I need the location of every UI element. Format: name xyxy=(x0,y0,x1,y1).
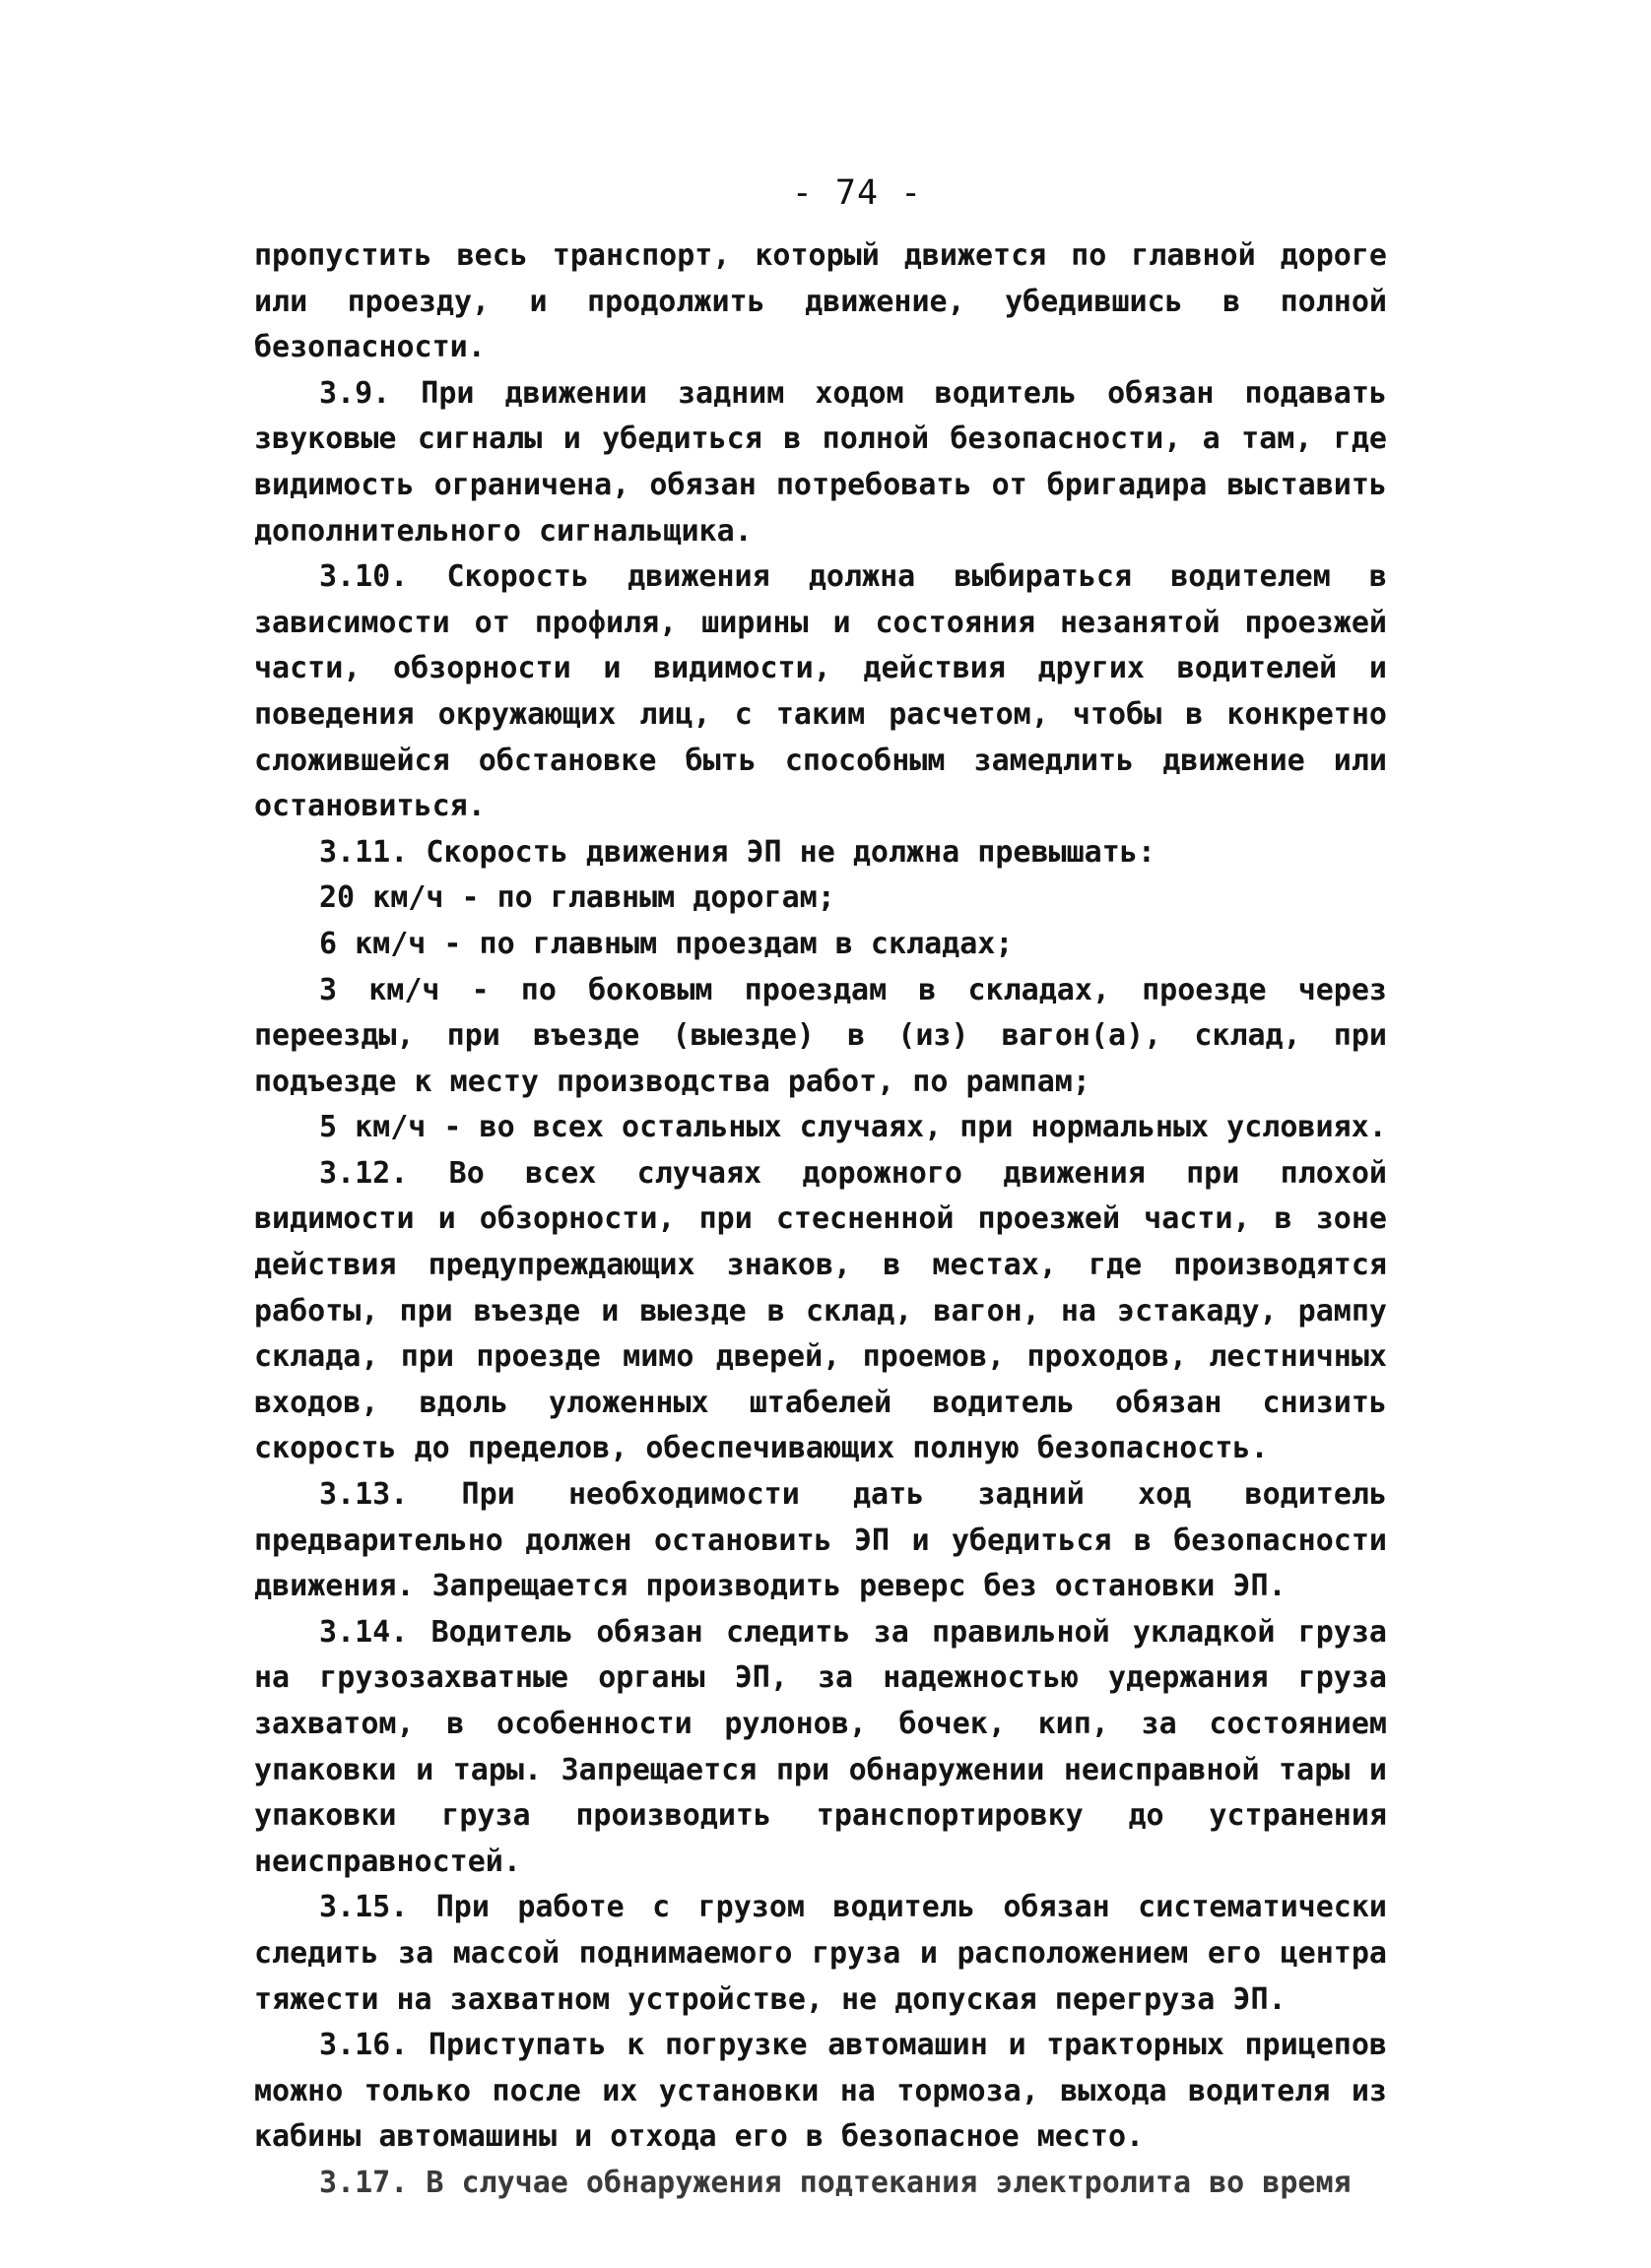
body-text xyxy=(254,233,1387,2207)
paragraph-3-14: 3.14. Водитель обязан следить за правильной укладкой груза на грузозахватные органы ЭП, за надежностью удержания груза захватом, в особенности рулонов, бочек, кип, за состоянием упаковки и тары. Запрещается при обнаружении неисправной тары и упаковки груза производить транспортировку до устранения неисправностей. xyxy=(254,1614,1387,1879)
paragraph-3-17: 3.17. В случае обнаружения подтекания электролита во время xyxy=(319,2165,1352,2200)
speed-limit-other-cases: 5 км/ч - во всех остальных случаях, при нормальных условиях. xyxy=(319,1110,1387,1145)
paragraph-3-10: 3.10. Скорость движения должна выбираться водителем в зависимости от профиля, ширины и состояния незанятой проезжей части, обзорности и видимости, действия других водителей и поведения окружающих лиц, с таким расчетом, чтобы в конкретно сложившейся обстановке быть способным замедлить движение или остановиться. xyxy=(254,559,1387,824)
paragraph-continuation: пропустить весь транспорт, который движется по главной дороге или проезду, и продолжить движение, убедившись в полной безопасности. xyxy=(254,238,1387,365)
paragraph-3-16: 3.16. Приступать к погрузке автомашин и тракторных прицепов можно только после их установки на тормоза, выхода водителя из кабины автомашины и отхода его в безопасное место. xyxy=(254,2028,1387,2155)
speed-limit-main-roads: 20 км/ч - по главным дорогам; xyxy=(319,880,835,916)
paragraph-3-15: 3.15. При работе с грузом водитель обязан систематически следить за массой поднимаемого груза и расположением его центра тяжести на захватном устройстве, не допуская перегруза ЭП. xyxy=(254,1890,1387,2017)
paragraph-3-13: 3.13. При необходимости дать задний ход водитель предварительно должен остановить ЭП и убедиться в безопасности движения. Запрещается производить реверс без остановки ЭП. xyxy=(254,1477,1387,1604)
speed-limit-main-passages: 6 км/ч - по главным проездам в складах; xyxy=(319,926,1014,961)
page-number: - 74 - xyxy=(791,173,923,213)
paragraph-3-9: 3.9. При движении задним ходом водитель обязан подавать звуковые сигналы и убедиться в полной безопасности, а там, где видимость ограничена, обязан потребовать от бригадира выставить дополнительного сигнальщика. xyxy=(254,375,1387,549)
speed-limit-side-passages: 3 км/ч - по боковым проездам в складах, проезде через переезды, при въезде (выезде) в (из) вагон(а), склад, при подъезде к месту производства работ, по рампам; xyxy=(254,972,1387,1099)
paragraph-3-11: 3.11. Скорость движения ЭП не должна превышать: xyxy=(319,834,1156,870)
paragraph-3-12: 3.12. Во всех случаях дорожного движения при плохой видимости и обзорности, при стесненной проезжей части, в зоне действия предупреждающих знаков, в местах, где производятся работы, при въезде и выезде в склад, вагон, на эстакаду, рампу склада, при проезде мимо дверей, проемов, проходов, лестничных входов, вдоль уложенных штабелей водитель обязан снизить скорость до пределов, обеспечивающих полную безопасность. xyxy=(254,1155,1387,1466)
